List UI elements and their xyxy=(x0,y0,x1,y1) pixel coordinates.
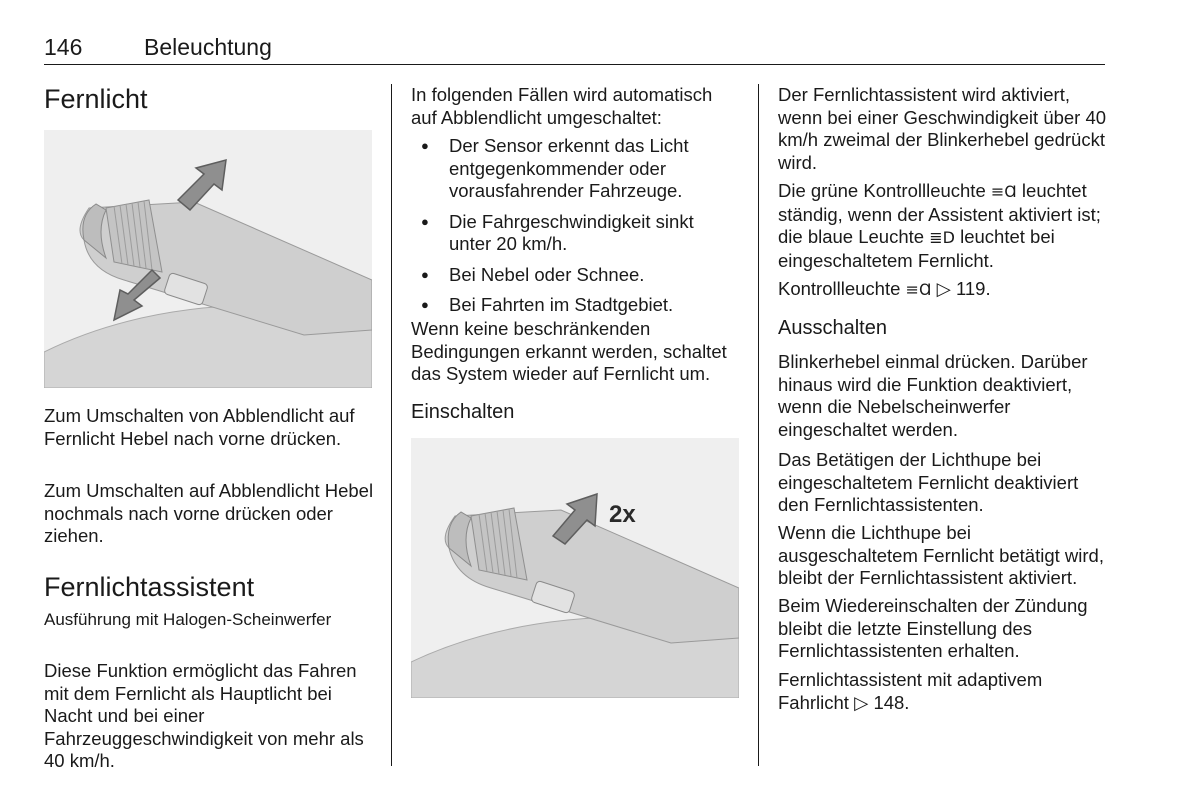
assistant-indicator-icon: ≡Ɑ xyxy=(990,182,1017,201)
figure-label-2x: 2x xyxy=(609,501,636,528)
list-item: ● Die Fahrgeschwindigkeit sinkt unter 20 km/h. xyxy=(411,211,741,256)
header-rule xyxy=(44,64,1105,65)
paragraph-function-description: Diese Funktion ermöglicht das Fahren mit dem Fernlicht als Hauptlicht bei Nacht und bei einer Fahrzeuggeschwindigkeit von mehr als 40 km/h. xyxy=(44,660,364,771)
column-divider-2 xyxy=(758,84,759,766)
page-number: 146 xyxy=(44,34,83,60)
list-item: ● Bei Fahrten im Stadtgebiet. xyxy=(411,294,741,317)
lever-illustration-2x xyxy=(411,438,739,698)
paragraph-activation: Der Fernlichtassistent wird aktiviert, wenn bei einer Geschwindigkeit über 40 km/h zweimal der Blinkerhebel gedrückt wird. xyxy=(778,84,1107,173)
figure-lever-twice xyxy=(411,438,739,698)
page-reference-link[interactable]: ▷ 119. xyxy=(936,278,991,299)
section-title-fernlichtassistent: Fernlichtassistent xyxy=(44,572,255,602)
section-title-fernlicht: Fernlicht xyxy=(44,84,148,114)
chapter-title: Beleuchtung xyxy=(144,34,272,60)
heading-einschalten: Einschalten xyxy=(411,401,515,423)
lever-illustration xyxy=(44,130,372,388)
paragraph-ignition: Beim Wiedereinschalten der Zündung bleibt die letzte Einstellung des Fernlichtassistenten erhalten. xyxy=(778,595,1088,661)
page-header xyxy=(44,34,1105,64)
paragraph-adaptive-light: Fernlichtassistent mit adaptivem Fahrlicht ▷ 148. xyxy=(778,669,1043,713)
paragraph-auto-low-beam: In folgenden Fällen wird automatisch auf Abblendlicht umgeschaltet: xyxy=(411,84,713,128)
page-reference-link[interactable]: ▷ 148. xyxy=(854,691,910,713)
assistant-indicator-icon: ≡Ɑ xyxy=(905,280,932,299)
figure-lever-forward-back xyxy=(44,130,372,388)
paragraph-switch-to-low: Zum Umschalten auf Abblendlicht Hebel nochmals nach vorne drücken oder ziehen. xyxy=(44,480,374,546)
paragraph-return-high-beam: Wenn keine beschränkenden Bedingungen erkannt werden, schaltet das System wieder auf Fernlicht um. xyxy=(411,318,727,384)
paragraph-flash-off: Wenn die Lichthupe bei ausgeschaltetem Fernlicht betätigt wird, bleibt der Fernlichtassistent aktiviert. xyxy=(778,522,1104,588)
paragraph-deactivation: Blinkerhebel einmal drücken. Darüber hinaus wird die Funktion deaktiviert, wenn die Nebelscheinwerfer eingeschaltet werden. xyxy=(778,351,1088,440)
list-item: ● Bei Nebel oder Schnee. xyxy=(411,264,741,287)
list-conditions xyxy=(411,127,741,317)
heading-ausschalten: Ausschalten xyxy=(778,317,887,339)
paragraph-flash-on: Das Betätigen der Lichthupe bei eingeschaltetem Fernlicht deaktiviert den Fernlichtassistenten. xyxy=(778,449,1079,515)
list-item: ● Der Sensor erkennt das Licht entgegenkommender oder vorausfahrender Fahrzeuge. xyxy=(411,135,741,203)
paragraph-switch-to-high: Zum Umschalten von Abblendlicht auf Fernlicht Hebel nach vorne drücken. xyxy=(44,405,355,449)
column-divider-1 xyxy=(391,84,392,766)
paragraph-indicator-lights: Die grüne Kontrollleuchte ≡Ɑ leuchtet ständig, wenn der Assistent aktiviert ist; die blaue Leuchte ≣D leuchtet bei eingeschaltetem Fernlicht. xyxy=(778,180,1101,271)
paragraph-indicator-reference: Kontrollleuchte ≡Ɑ ▷ 119. xyxy=(778,278,991,299)
high-beam-indicator-icon: ≣D xyxy=(929,228,955,247)
subtitle-halogen: Ausführung mit Halogen-Scheinwerfer xyxy=(44,610,332,629)
